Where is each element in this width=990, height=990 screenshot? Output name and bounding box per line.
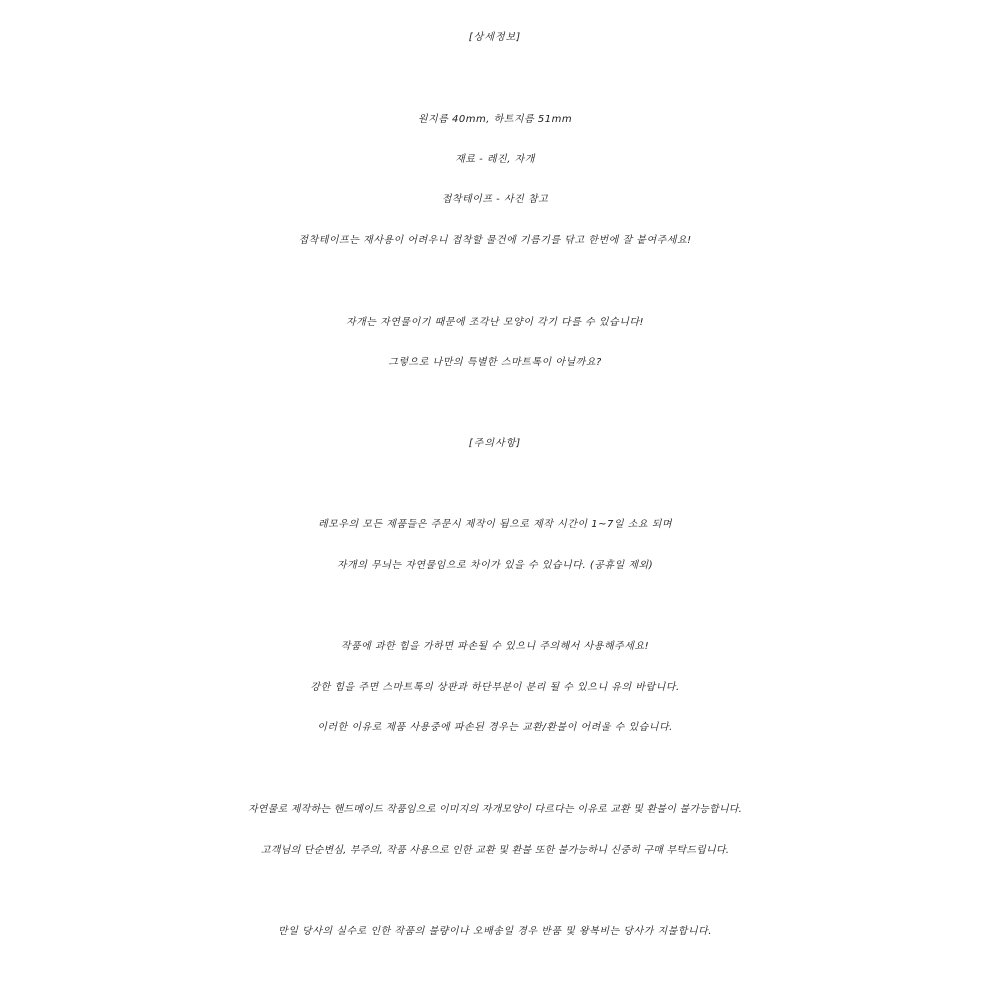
- production-line-1: 레모우의 모든 제품들은 주문시 제작이 됨으로 제작 시간이 1~7일 소요 되며: [317, 519, 673, 530]
- production-line-2: 자개의 무늬는 자연물임으로 차이가 있을 수 있습니다. (공휴일 제외): [336, 560, 654, 571]
- nature-line-2: 그렇으로 나만의 특별한 스마트톡이 아닐까요?: [388, 357, 602, 368]
- detail-line-tape-usage: 접착테이프는 재사용이 어려우니 접착할 물건에 기름기를 닦고 한번에 잘 붙여주세요!: [298, 235, 692, 246]
- nature-line-1: 자개는 자연물이기 때문에 조각난 모양이 각기 다를 수 있습니다!: [345, 317, 645, 328]
- damage-line-3: 이러한 이유로 제품 사용중에 파손된 경우는 교환/환불이 어려울 수 있습니다.: [317, 722, 673, 733]
- damage-line-2: 강한 힘을 주면 스마트톡의 상판과 하단부분이 분리 될 수 있으니 유의 바랍니다.: [310, 682, 680, 693]
- detail-line-tape: 접착테이프 - 사진 참고: [441, 194, 549, 205]
- detail-line-material: 재료 - 레진, 자개: [455, 154, 535, 165]
- refund-line-1: 자연물로 제작하는 핸드메이드 작품임으로 이미지의 자개모양이 다르다는 이유로 교환 및 환불이 불가능합니다.: [247, 804, 743, 815]
- shipping-line-1: 만일 당사의 실수로 인한 작품의 불량이나 오배송일 경우 반품 및 왕복비는 당사가 지불합니다.: [278, 926, 712, 937]
- detail-heading: [상세정보]: [468, 32, 522, 43]
- refund-line-2: 고객님의 단순변심, 부주의, 작품 사용으로 인한 교환 및 환불 또한 불가능하니 신중히 구매 부탁드립니다.: [260, 845, 730, 856]
- caution-heading: [주의사항]: [468, 438, 522, 449]
- detail-line-size: 원지름 40mm, 하트지름 51mm: [417, 114, 573, 125]
- damage-line-1: 작품에 과한 힘을 가하면 파손될 수 있으니 주의해서 사용해주세요!: [340, 641, 650, 652]
